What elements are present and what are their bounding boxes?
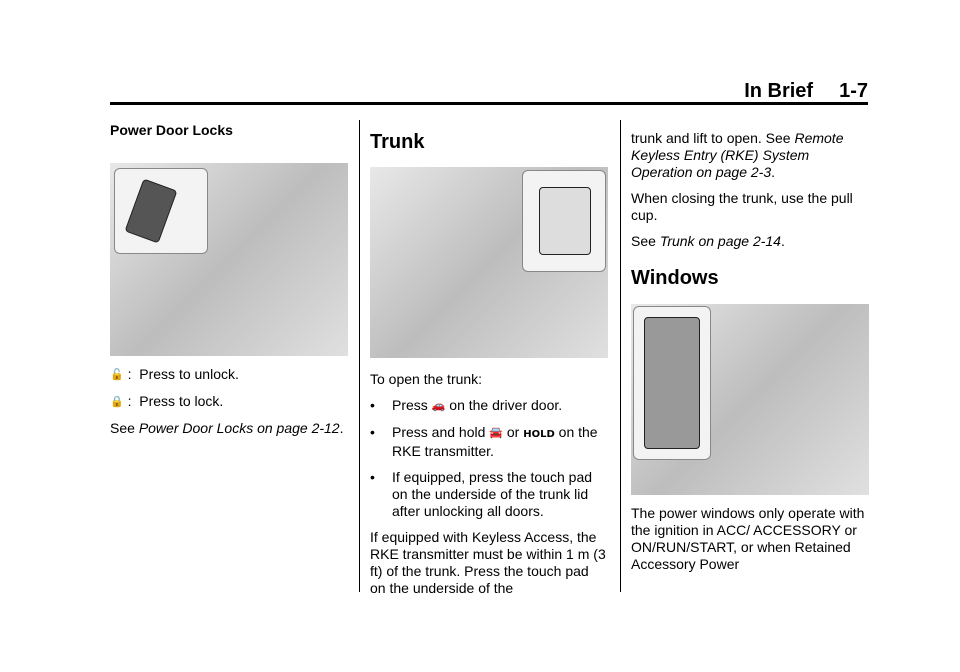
see-reference: See Trunk on page 2-14.: [631, 233, 785, 249]
bullet-item: • If equipped, press the touch pad on the underside of the trunk lid after unlocking all doors.: [370, 469, 608, 520]
cross-reference-link[interactable]: Trunk on page 2-14: [659, 233, 781, 249]
windows-text: The power windows only operate with the ignition in ACC/ ACCESSORY or ON/RUN/START, or when Retained Accessory Power: [631, 505, 865, 572]
lock-text: Press to lock.: [139, 392, 224, 409]
column-divider: [359, 120, 360, 592]
window-switch-illustration: [631, 304, 869, 495]
cross-reference-link[interactable]: Remote Keyless Entry (RKE) System Operation on page 2-3: [631, 130, 844, 180]
unlock-icon: 🔓: [110, 368, 124, 381]
cross-reference-link[interactable]: Power Door Locks on page 2-12: [138, 419, 340, 436]
lock-icon: 🔒: [110, 395, 124, 408]
bullet-item: • Press and hold 🚘 or HOLD on the RKE transmitter.: [370, 424, 608, 460]
page-header: [744, 80, 868, 103]
trunk-release-icon: 🚘: [489, 426, 503, 439]
trunk-continued: trunk and lift to open. See Remote Keyless Entry (RKE) System Operation on page 2-3.: [631, 130, 844, 180]
keyless-access-text: If equipped with Keyless Access, the RKE transmitter must be within 1 m (3 ft) of the trunk. Press the touch pad on the underside of the: [370, 528, 606, 596]
unlock-text: Press to unlock.: [139, 366, 239, 382]
page-number: 1-7: [839, 80, 868, 102]
section-heading: Trunk: [370, 131, 425, 153]
column-windows: [631, 130, 869, 582]
bullet-item: • Press 🚗 on the driver door.: [370, 397, 608, 415]
trunk-release-illustration: [370, 167, 608, 358]
trunk-intro: To open the trunk:: [370, 371, 483, 387]
closing-text: When closing the trunk, use the pull cup.: [631, 190, 853, 223]
header-rule: [110, 102, 868, 105]
section-title: In Brief: [744, 80, 814, 102]
section-heading: Power Door Locks: [110, 122, 233, 138]
section-heading: Windows: [631, 267, 719, 289]
see-reference: See Power Door Locks on page 2-12.: [110, 419, 344, 436]
trunk-icon: 🚗: [431, 399, 446, 412]
hold-trunk-icon: HOLD: [523, 428, 555, 440]
column-trunk: [370, 130, 608, 606]
door-lock-illustration: [110, 163, 348, 356]
column-divider: [620, 120, 621, 592]
column-power-door-locks: Power Door Locks 🔓 : Press to unlock. 🔒 : Press to lock. See Power Door Locks on page 2-12.: [110, 122, 348, 446]
